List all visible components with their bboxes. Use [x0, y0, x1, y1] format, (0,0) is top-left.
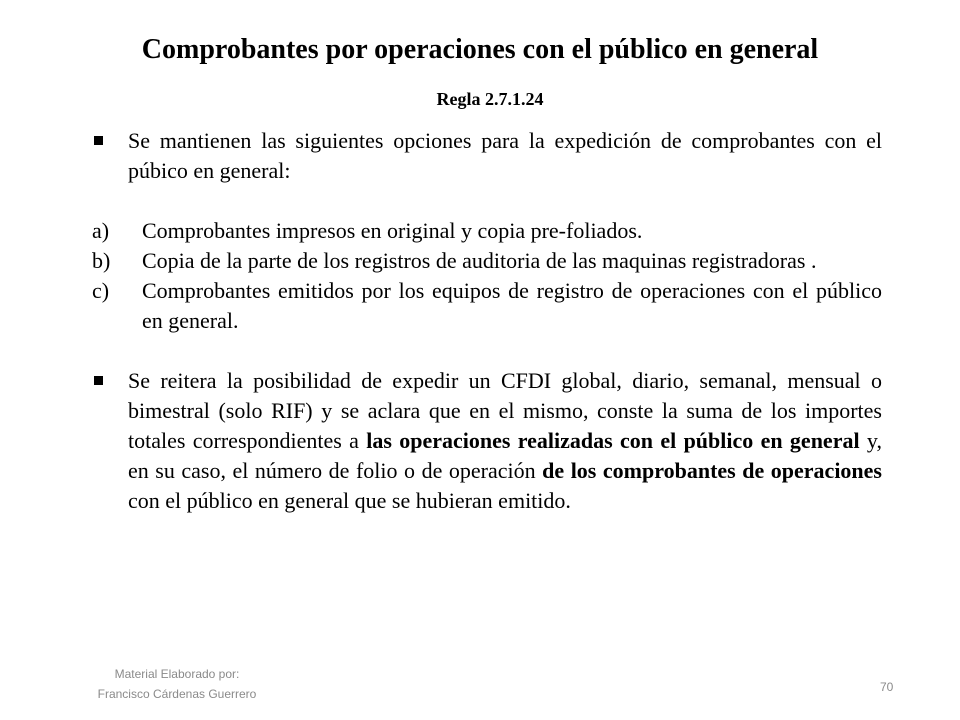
- square-bullet-icon: [94, 376, 103, 385]
- list-item: [92, 216, 882, 246]
- footer-line-2: Francisco Cárdenas Guerrero: [97, 687, 257, 701]
- bullet-paragraph-1: [92, 126, 882, 186]
- bullet-2-text-part2: y, en su caso, el número de folio o de operación: [128, 428, 882, 483]
- footer-author: [52, 664, 302, 704]
- bullet-2-bold-2: de los comprobantes de operaciones: [542, 458, 882, 483]
- bullet-2-text-part1: Se reitera la posibilidad de expedir un CFDI global, diario, semanal, mensual o bimestral (solo RIF) y se aclara que en el mismo, conste la suma de los importes totales correspondientes a: [128, 368, 882, 453]
- footer-line-1: Material Elaborado por:: [114, 667, 240, 681]
- rule-subtitle: Regla 2.7.1.24: [436, 89, 544, 109]
- page-title: Comprobantes por operaciones con el público en general: [141, 34, 819, 65]
- list-item-text: Comprobantes emitidos por los equipos de registro de operaciones con el público en general.: [142, 278, 882, 333]
- bullet-1-text: Se mantienen las siguientes opciones para la expedición de comprobantes con el púbico en general:: [128, 128, 882, 183]
- list-item-label: a): [92, 218, 110, 243]
- list-item-text: Comprobantes impresos en original y copia pre-foliados.: [142, 218, 643, 243]
- list-item: [92, 276, 882, 336]
- bullet-paragraph-2: [92, 366, 882, 516]
- bullet-2-bold-1: las operaciones realizadas con el público en general: [366, 428, 860, 453]
- page-number: 70: [880, 680, 894, 694]
- bullet-2-text-part3: con el público en general que se hubieran emitido.: [128, 488, 571, 513]
- content-body: [92, 126, 882, 516]
- list-item: [92, 246, 882, 276]
- list-item-text: Copia de la parte de los registros de auditoria de las maquinas registradoras .: [142, 248, 817, 273]
- list-item-label: c): [92, 278, 110, 303]
- list-item-label: b): [92, 248, 111, 273]
- square-bullet-icon: [94, 136, 103, 145]
